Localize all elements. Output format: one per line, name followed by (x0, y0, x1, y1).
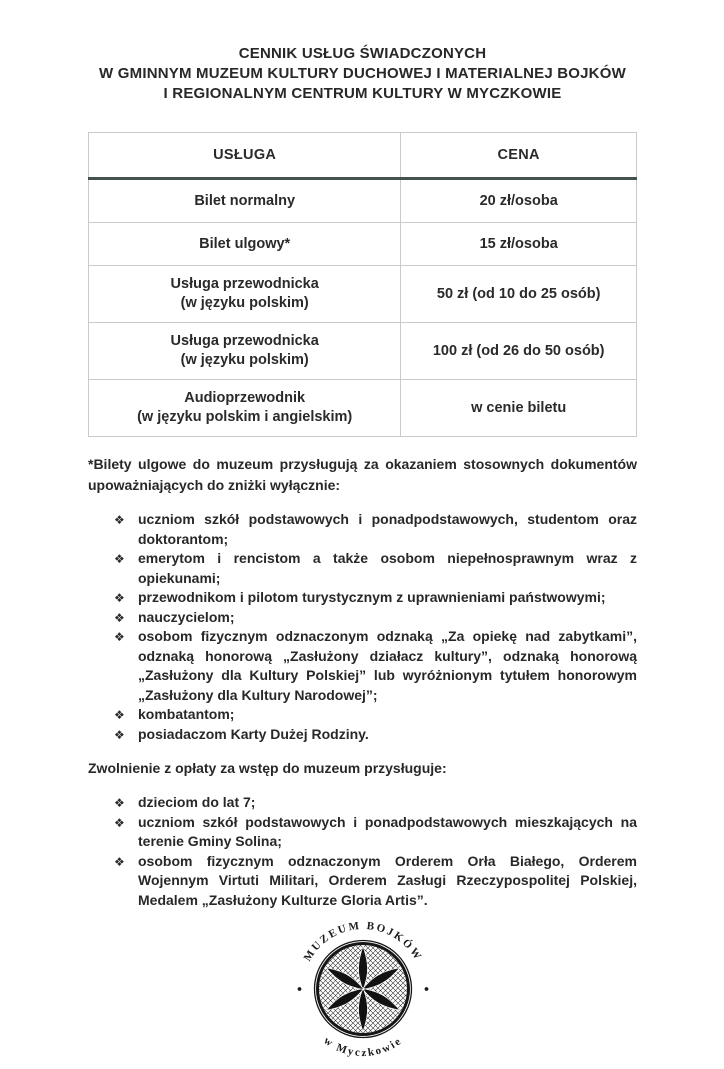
list-item (114, 793, 637, 813)
service-line: Usługa przewodnicka (170, 333, 319, 349)
diamond-bullet-icon: ❖ (114, 708, 125, 722)
title-line-1: CENNIK USŁUG ŚWIADCZONYCH (238, 45, 487, 62)
seal-left-dot-icon (297, 987, 301, 991)
list-item-text: przewodnikom i pilotom turystycznym z uprawnieniami państwowymi; (138, 589, 606, 605)
price-table-header (89, 133, 637, 179)
exemption-note: Zwolnienie z opłaty za wstęp do muzeum przysługuje: (88, 760, 447, 776)
service-cell (89, 223, 401, 266)
title-line-2: W GMINNYM MUZEUM KULTURY DUCHOWEJ I MATERIALNEJ BOJKÓW (99, 65, 626, 82)
service-line: Bilet normalny (194, 192, 296, 209)
price-cell: 15 zł/osoba (401, 223, 637, 266)
price-table (88, 132, 637, 437)
exemption-list (88, 793, 637, 910)
list-item-text: kombatantom; (138, 706, 235, 722)
table-row (89, 223, 637, 266)
list-item (114, 852, 637, 911)
price-column-header: CENA (401, 133, 637, 179)
diamond-bullet-icon: ❖ (114, 591, 125, 605)
list-item-text: osobom fizycznym odznaczonym odznaką „Za opiekę nad zabytkami”, odznaką honorową „Zasłużony działacz kultury”, odznaką honorową „Zasłużony dla Kultury Polskiej” lub wyróżnionym tytułem honorowym „Zasłużony dla Kultury Narodowej”; (138, 628, 637, 703)
service-column-header: USŁUGA (89, 133, 401, 179)
diamond-bullet-icon: ❖ (114, 610, 125, 625)
museum-seal (88, 918, 637, 1069)
service-cell (89, 323, 401, 380)
diamond-bullet-icon: ❖ (114, 727, 125, 742)
list-item-text: posiadaczom Karty Dużej Rodziny. (138, 725, 369, 742)
diamond-bullet-icon: ❖ (114, 815, 125, 830)
list-item-text: dzieciom do lat 7; (138, 794, 256, 810)
price-cell: 100 zł (od 26 do 50 osób) (401, 323, 637, 380)
list-item (114, 627, 637, 705)
service-line: Bilet ulgowy* (199, 235, 291, 252)
price-table-body (89, 179, 637, 437)
list-item (114, 813, 637, 852)
list-item (114, 705, 637, 725)
price-cell: 20 zł/osoba (401, 179, 637, 223)
price-cell: 50 zł (od 10 do 25 osób) (401, 266, 637, 323)
list-item-text: nauczycielom; (138, 608, 235, 625)
diamond-bullet-icon: ❖ (114, 796, 125, 810)
discount-list (88, 510, 637, 744)
price-cell: w cenie biletu (401, 380, 637, 437)
diamond-bullet-icon: ❖ (114, 854, 125, 869)
seal-bottom-text: w Myczkowie (320, 1034, 405, 1060)
service-line: Audioprzewodnik (184, 390, 306, 406)
service-line: Usługa przewodnicka (170, 276, 319, 292)
discount-note: *Bilety ulgowe do muzeum przysługują za okazaniem stosownych dokumentów upoważniających do zniżki wyłącznie: (88, 456, 637, 493)
service-line: (w języku polskim) (180, 352, 309, 368)
service-cell (89, 380, 401, 437)
service-cell (89, 266, 401, 323)
diamond-bullet-icon: ❖ (114, 552, 125, 566)
list-item (114, 510, 637, 549)
list-item-text: uczniom szkół podstawowych i ponadpodstawowych, studentom oraz doktorantom; (138, 511, 637, 547)
list-item (114, 549, 637, 588)
table-row (89, 323, 637, 380)
service-cell (89, 179, 401, 223)
diamond-bullet-icon: ❖ (114, 513, 125, 527)
seal-top-text: MUZEUM BOJKÓW (301, 919, 424, 964)
table-row (89, 380, 637, 437)
list-item (114, 725, 637, 745)
seal-right-dot-icon (424, 987, 428, 991)
page-title (88, 44, 637, 104)
list-item (114, 608, 637, 628)
list-item (114, 588, 637, 608)
service-line: (w języku polskim) (180, 295, 309, 311)
table-row (89, 179, 637, 223)
list-item-text: osobom fizycznym odznaczonym Orderem Orła Białego, Orderem Wojennym Virtuti Militari, Orderem Zasługi Rzeczypospolitej Polskiej, Medalem „Zasłużony Kulturze Gloria Artis”. (138, 852, 637, 908)
list-item-text: uczniom szkół podstawowych i ponadpodstawowych mieszkających na terenie Gminy Solina; (138, 813, 637, 849)
header-row (89, 133, 637, 179)
title-line-3: I REGIONALNYM CENTRUM KULTURY W MYCZKOWIE (163, 85, 562, 102)
museum-seal-icon (288, 918, 438, 1064)
table-row (89, 266, 637, 323)
service-line: (w języku polskim i angielskim) (137, 409, 353, 425)
diamond-bullet-icon: ❖ (114, 630, 125, 644)
list-item-text: emerytom i rencistom a także osobom niepełnosprawnym wraz z opiekunami; (138, 550, 637, 586)
